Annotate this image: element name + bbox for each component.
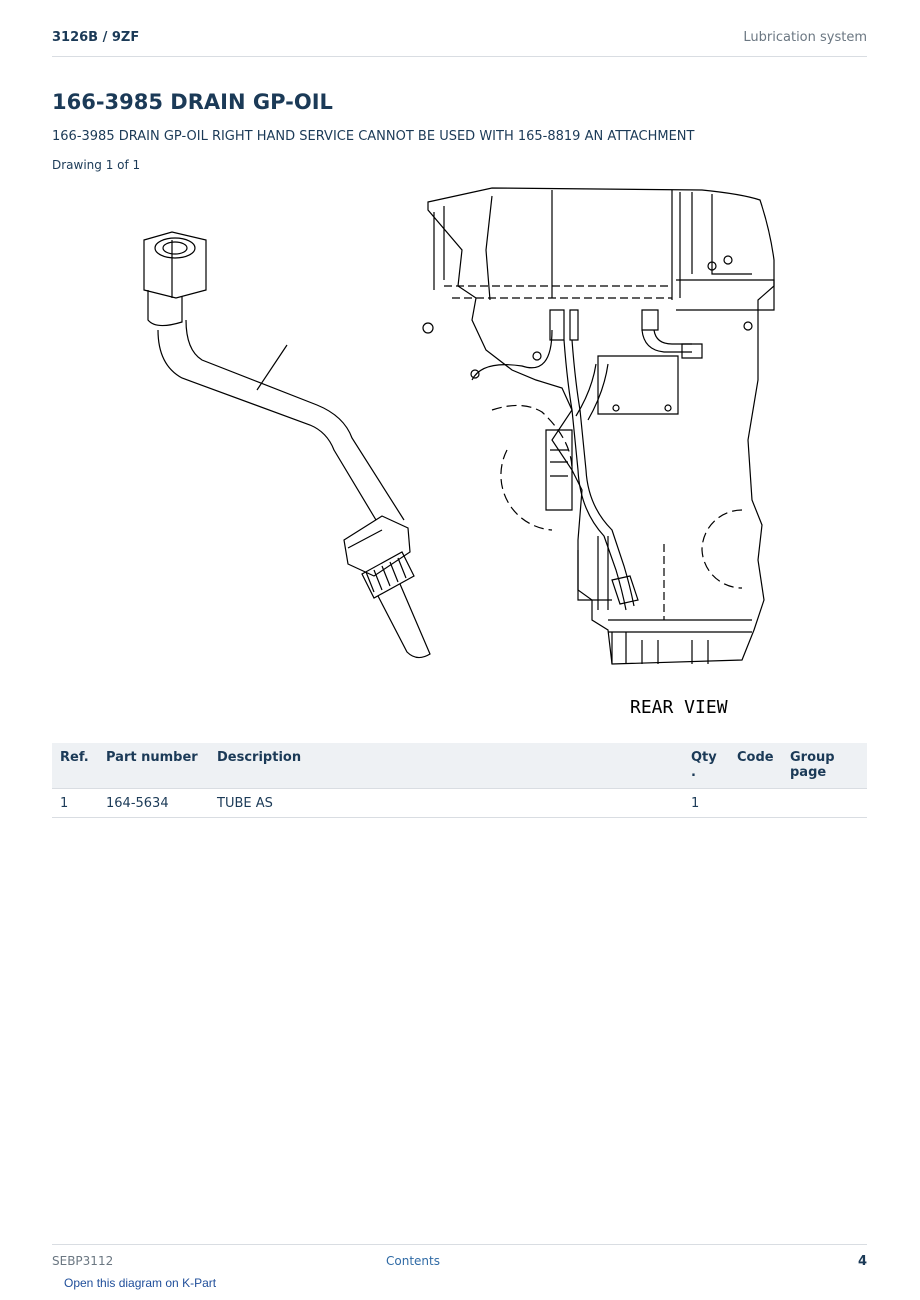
page-footer [52, 1244, 867, 1275]
section-label: Lubrication system [743, 30, 867, 45]
cell-code [729, 789, 782, 818]
group-description: 166-3985 DRAIN GP-OIL RIGHT HAND SERVICE CANNOT BE USED WITH 165-8819 AN ATTACHMENT [52, 129, 695, 144]
col-code: Code [729, 743, 782, 789]
parts-table [52, 743, 867, 818]
table-header-row [52, 743, 867, 789]
col-group-page: Group page [782, 743, 867, 789]
model-label: 3126B / 9ZF [52, 30, 140, 45]
page-title: 166-3985 DRAIN GP-OIL [52, 90, 333, 114]
cell-description: TUBE AS [209, 789, 683, 818]
cell-qty: 1 [683, 789, 729, 818]
page-number: 4 [857, 1254, 867, 1269]
rear-view-label: REAR VIEW [630, 697, 728, 718]
page-header [52, 28, 867, 57]
tube-assembly-drawing [144, 232, 430, 658]
col-part-number: Part number [98, 743, 209, 789]
engine-rear-view-drawing [423, 188, 774, 664]
cell-ref: 1 [52, 789, 98, 818]
col-qty: Qty . [683, 743, 729, 789]
table-row [52, 789, 867, 818]
col-description: Description [209, 743, 683, 789]
drawing-label: Drawing 1 of 1 [52, 158, 141, 172]
document-id: SEBP3112 [52, 1254, 114, 1268]
cell-group-page [782, 789, 867, 818]
cell-part-number: 164-5634 [98, 789, 209, 818]
col-ref: Ref. [52, 743, 98, 789]
parts-diagram [52, 180, 867, 725]
contents-link[interactable]: Contents [386, 1254, 440, 1268]
kpart-link[interactable]: Open this diagram on K-Part [64, 1276, 217, 1290]
